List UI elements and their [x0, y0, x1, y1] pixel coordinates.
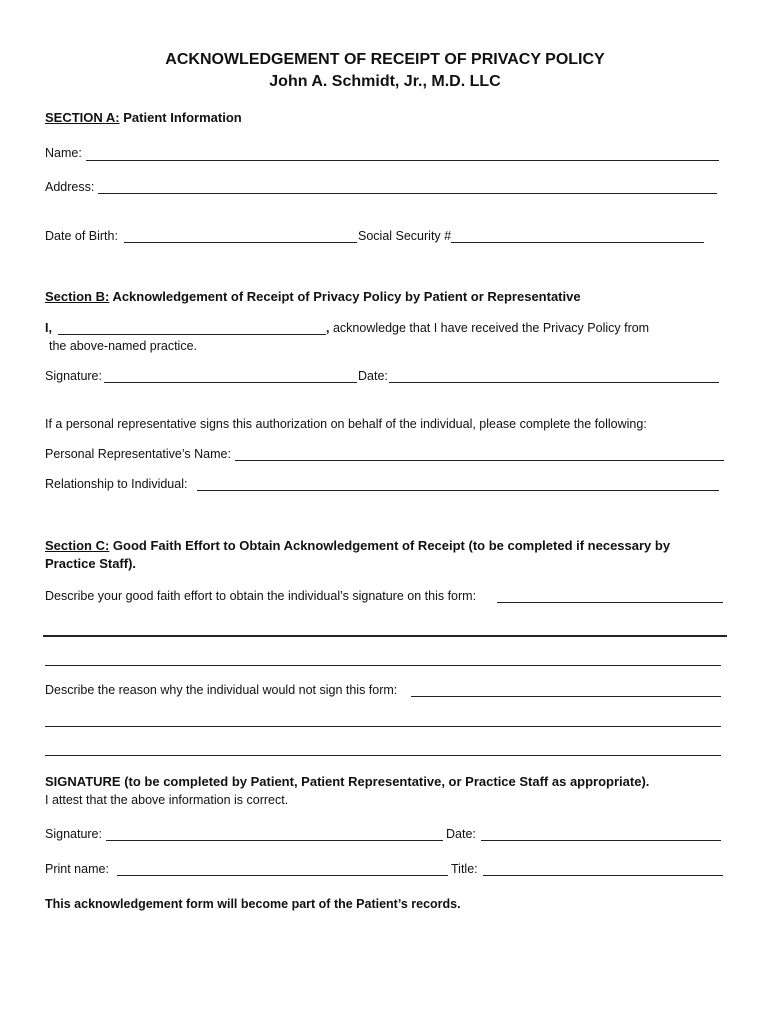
section-c-heading	[45, 538, 670, 554]
rep-name-label: Personal Representative’s Name:	[45, 447, 231, 461]
i-label: I,	[45, 321, 52, 335]
print-name-field[interactable]	[117, 875, 448, 876]
section-a-label: SECTION A:	[45, 110, 120, 125]
address-label: Address:	[45, 180, 95, 194]
ssn-field[interactable]	[451, 242, 704, 243]
attest-statement: I attest that the above information is correct.	[45, 793, 289, 807]
section-a-heading	[45, 110, 242, 126]
final-signature-field[interactable]	[106, 840, 443, 841]
final-signature-label: Signature:	[45, 827, 102, 841]
ack-text: acknowledge that I have received the Privacy Policy from	[332, 321, 650, 335]
practice-name: John A. Schmidt, Jr., M.D. LLC	[269, 73, 501, 90]
section-c-label: Section C:	[45, 538, 110, 553]
acknowledge-statement-cont: the above-named practice.	[49, 339, 198, 353]
print-name-label: Print name:	[45, 862, 109, 876]
dob-field[interactable]	[124, 242, 357, 243]
effort-label: Describe your good faith effort to obtain the individual’s signature on this form:	[45, 589, 477, 603]
dob-label: Date of Birth:	[45, 229, 118, 243]
final-date-label: Date:	[446, 827, 476, 841]
name-label: Name:	[45, 146, 82, 160]
address-field[interactable]	[98, 193, 717, 194]
section-b-heading	[45, 289, 581, 305]
date-field[interactable]	[389, 382, 719, 383]
reason-field-line-2[interactable]	[45, 726, 721, 727]
records-note: This acknowledgement form will become part of the Patient’s records.	[45, 897, 461, 911]
signature-label: Signature:	[45, 369, 102, 383]
rep-name-field[interactable]	[235, 460, 724, 461]
relationship-label: Relationship to Individual:	[45, 477, 188, 491]
signature-field[interactable]	[104, 382, 357, 383]
reason-field-line-3[interactable]	[45, 755, 721, 756]
effort-field-line-3[interactable]	[45, 665, 721, 666]
acknowledge-statement	[326, 320, 649, 336]
reason-field[interactable]	[411, 696, 721, 697]
ssn-label: Social Security #	[358, 229, 452, 243]
section-a-title: Patient Information	[123, 110, 242, 125]
section-c-title: Good Faith Effort to Obtain Acknowledgement of Receipt (to be completed if necessary by	[112, 538, 671, 553]
effort-field[interactable]	[497, 602, 723, 603]
final-date-field[interactable]	[481, 840, 721, 841]
effort-field-line-2[interactable]	[43, 635, 727, 637]
title-field[interactable]	[483, 875, 723, 876]
representative-note: If a personal representative signs this authorization on behalf of the individual, please complete the following:	[45, 417, 647, 431]
acknowledger-name-field[interactable]	[58, 334, 326, 335]
title-label: Title:	[451, 862, 478, 876]
reason-label: Describe the reason why the individual would not sign this form:	[45, 683, 398, 697]
relationship-field[interactable]	[197, 490, 719, 491]
section-b-title: Acknowledgement of Receipt of Privacy Policy by Patient or Representative	[112, 289, 581, 304]
signature-section-heading: SIGNATURE (to be completed by Patient, Patient Representative, or Practice Staff as appropriate).	[45, 774, 650, 789]
date-label: Date:	[358, 369, 388, 383]
name-field[interactable]	[86, 160, 719, 161]
section-c-title-cont: Practice Staff).	[45, 556, 137, 571]
section-b-label: Section B:	[45, 289, 110, 304]
ack-comma: ,	[326, 321, 330, 335]
form-title: ACKNOWLEDGEMENT OF RECEIPT OF PRIVACY POLICY	[165, 51, 605, 68]
